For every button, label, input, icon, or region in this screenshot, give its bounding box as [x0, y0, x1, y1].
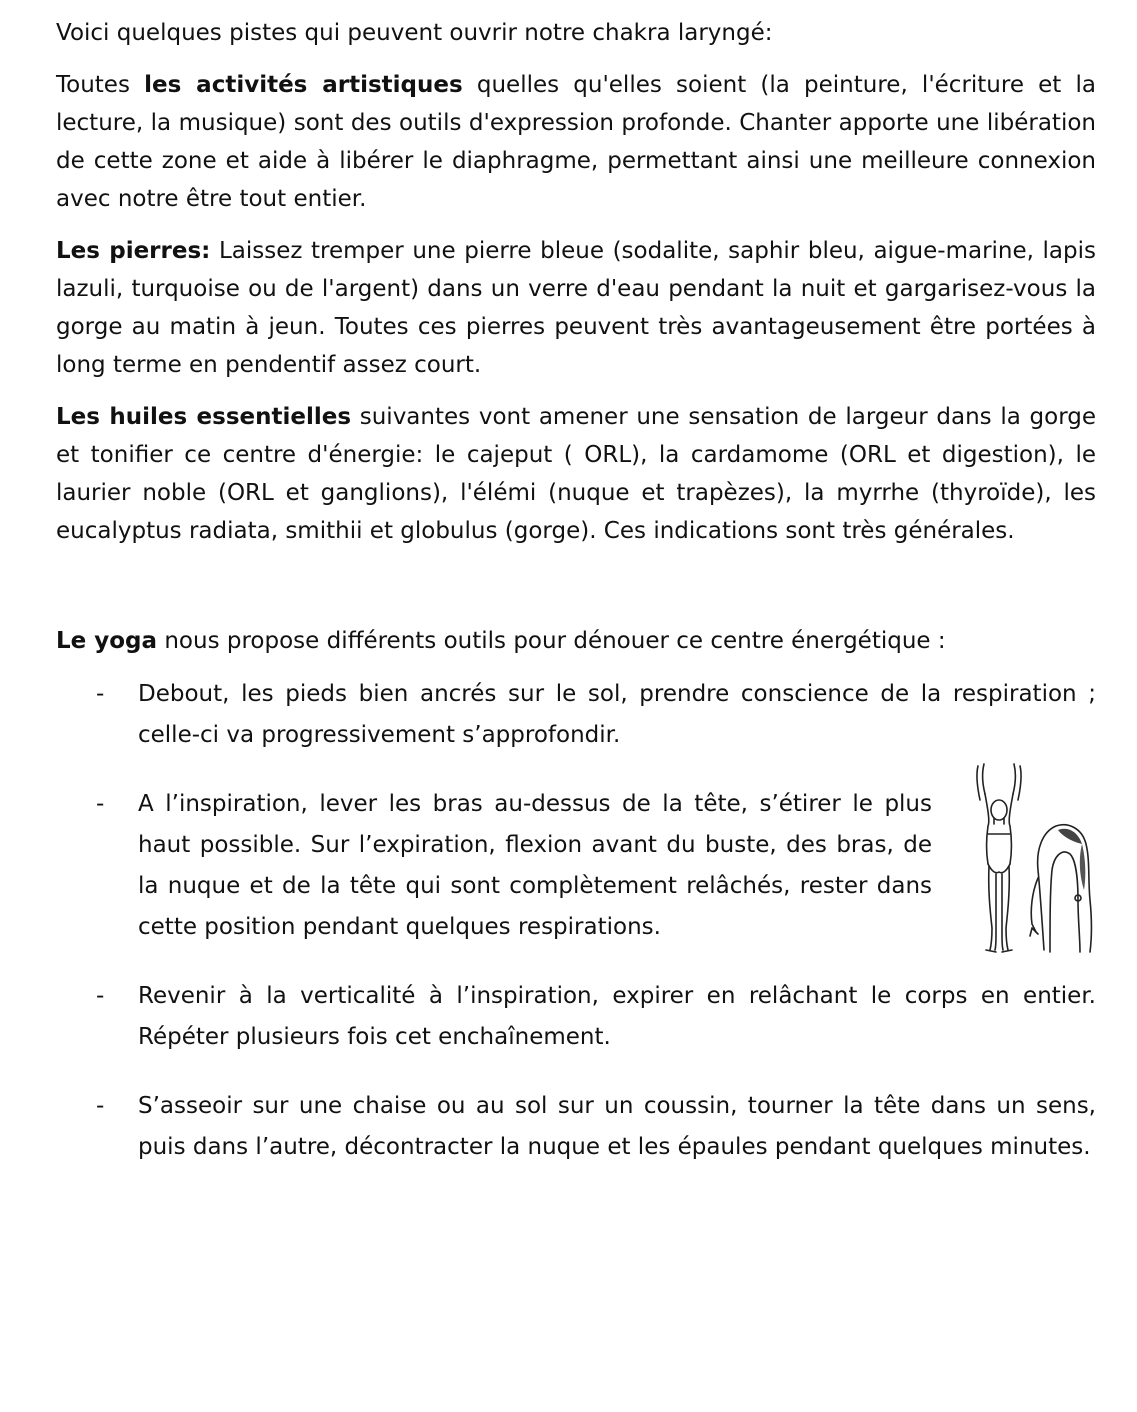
oils-heading: Les huiles essentielles	[56, 404, 352, 430]
stones-text: Laissez tremper une pierre bleue (sodalite, saphir bleu, aigue-marine, lapis lazuli, turquoise ou de l'argent) dans un verre d'eau pendant la nuit et gargarisez-vous la gorge au matin à jeun. Toutes ces pierres peuvent très avantageusement être portées à long terme en pendentif assez court.	[56, 238, 1096, 378]
artistic-text: quelles qu'elles soient (la peinture, l'écriture et la lecture, la musique) sont des outils d'expression profonde. Chanter apporte une libération de cette zone et aide à libérer le diaphragme, permettant ainsi une meilleure connexion avec notre être tout entier.	[56, 72, 1096, 212]
list-dash: -	[96, 1093, 105, 1119]
list-item-text: A l’inspiration, lever les bras au-dessus de la tête, s’étirer le plus haut possible. Sur l’expiration, flexion avant du buste, des bras, de la nuque et de la tête qui sont complètement relâchés, rester dans cette position pendant quelques respirations.	[138, 791, 932, 940]
yoga-steps-list	[56, 674, 1096, 1168]
yoga-paragraph	[56, 622, 1096, 660]
artistic-paragraph	[56, 66, 1096, 218]
oils-paragraph	[56, 398, 1096, 550]
yoga-poses-illustration-icon	[946, 760, 1096, 960]
artistic-pre: Toutes	[56, 72, 145, 98]
intro-paragraph: Voici quelques pistes qui peuvent ouvrir notre chakra laryngé:	[56, 20, 773, 46]
yoga-text: nous propose différents outils pour dénouer ce centre énergétique :	[157, 628, 946, 654]
list-dash: -	[96, 681, 105, 707]
list-item	[56, 674, 1096, 756]
list-item-text: Revenir à la verticalité à l’inspiration, expirer en relâchant le corps en entier. Répéter plusieurs fois cet enchaînement.	[138, 983, 1096, 1050]
list-dash: -	[96, 791, 105, 817]
oils-text: suivantes vont amener une sensation de largeur dans la gorge et tonifier ce centre d'énergie: le cajeput ( ORL), la cardamome (ORL et digestion), le laurier noble (ORL et ganglions), l'élémi (nuque et trapèzes), la myrrhe (thyroïde), les eucalyptus radiata, smithii et globulus (gorge). Ces indications sont très générales.	[56, 404, 1096, 544]
stones-paragraph	[56, 232, 1096, 384]
list-dash: -	[96, 983, 105, 1009]
list-item-text: Debout, les pieds bien ancrés sur le sol, prendre conscience de la respiration ; celle-ci va progressivement s’approfondir.	[138, 681, 1096, 748]
list-item	[56, 784, 1096, 948]
stones-heading: Les pierres:	[56, 238, 211, 264]
list-item	[56, 976, 1096, 1058]
list-item	[56, 1086, 1096, 1168]
list-item-text: S’asseoir sur une chaise ou au sol sur un coussin, tourner la tête dans un sens, puis dans l’autre, décontracter la nuque et les épaules pendant quelques minutes.	[138, 1093, 1096, 1160]
document-page	[56, 14, 1096, 1168]
artistic-heading: les activités artistiques	[144, 72, 463, 98]
yoga-heading: Le yoga	[56, 628, 158, 654]
